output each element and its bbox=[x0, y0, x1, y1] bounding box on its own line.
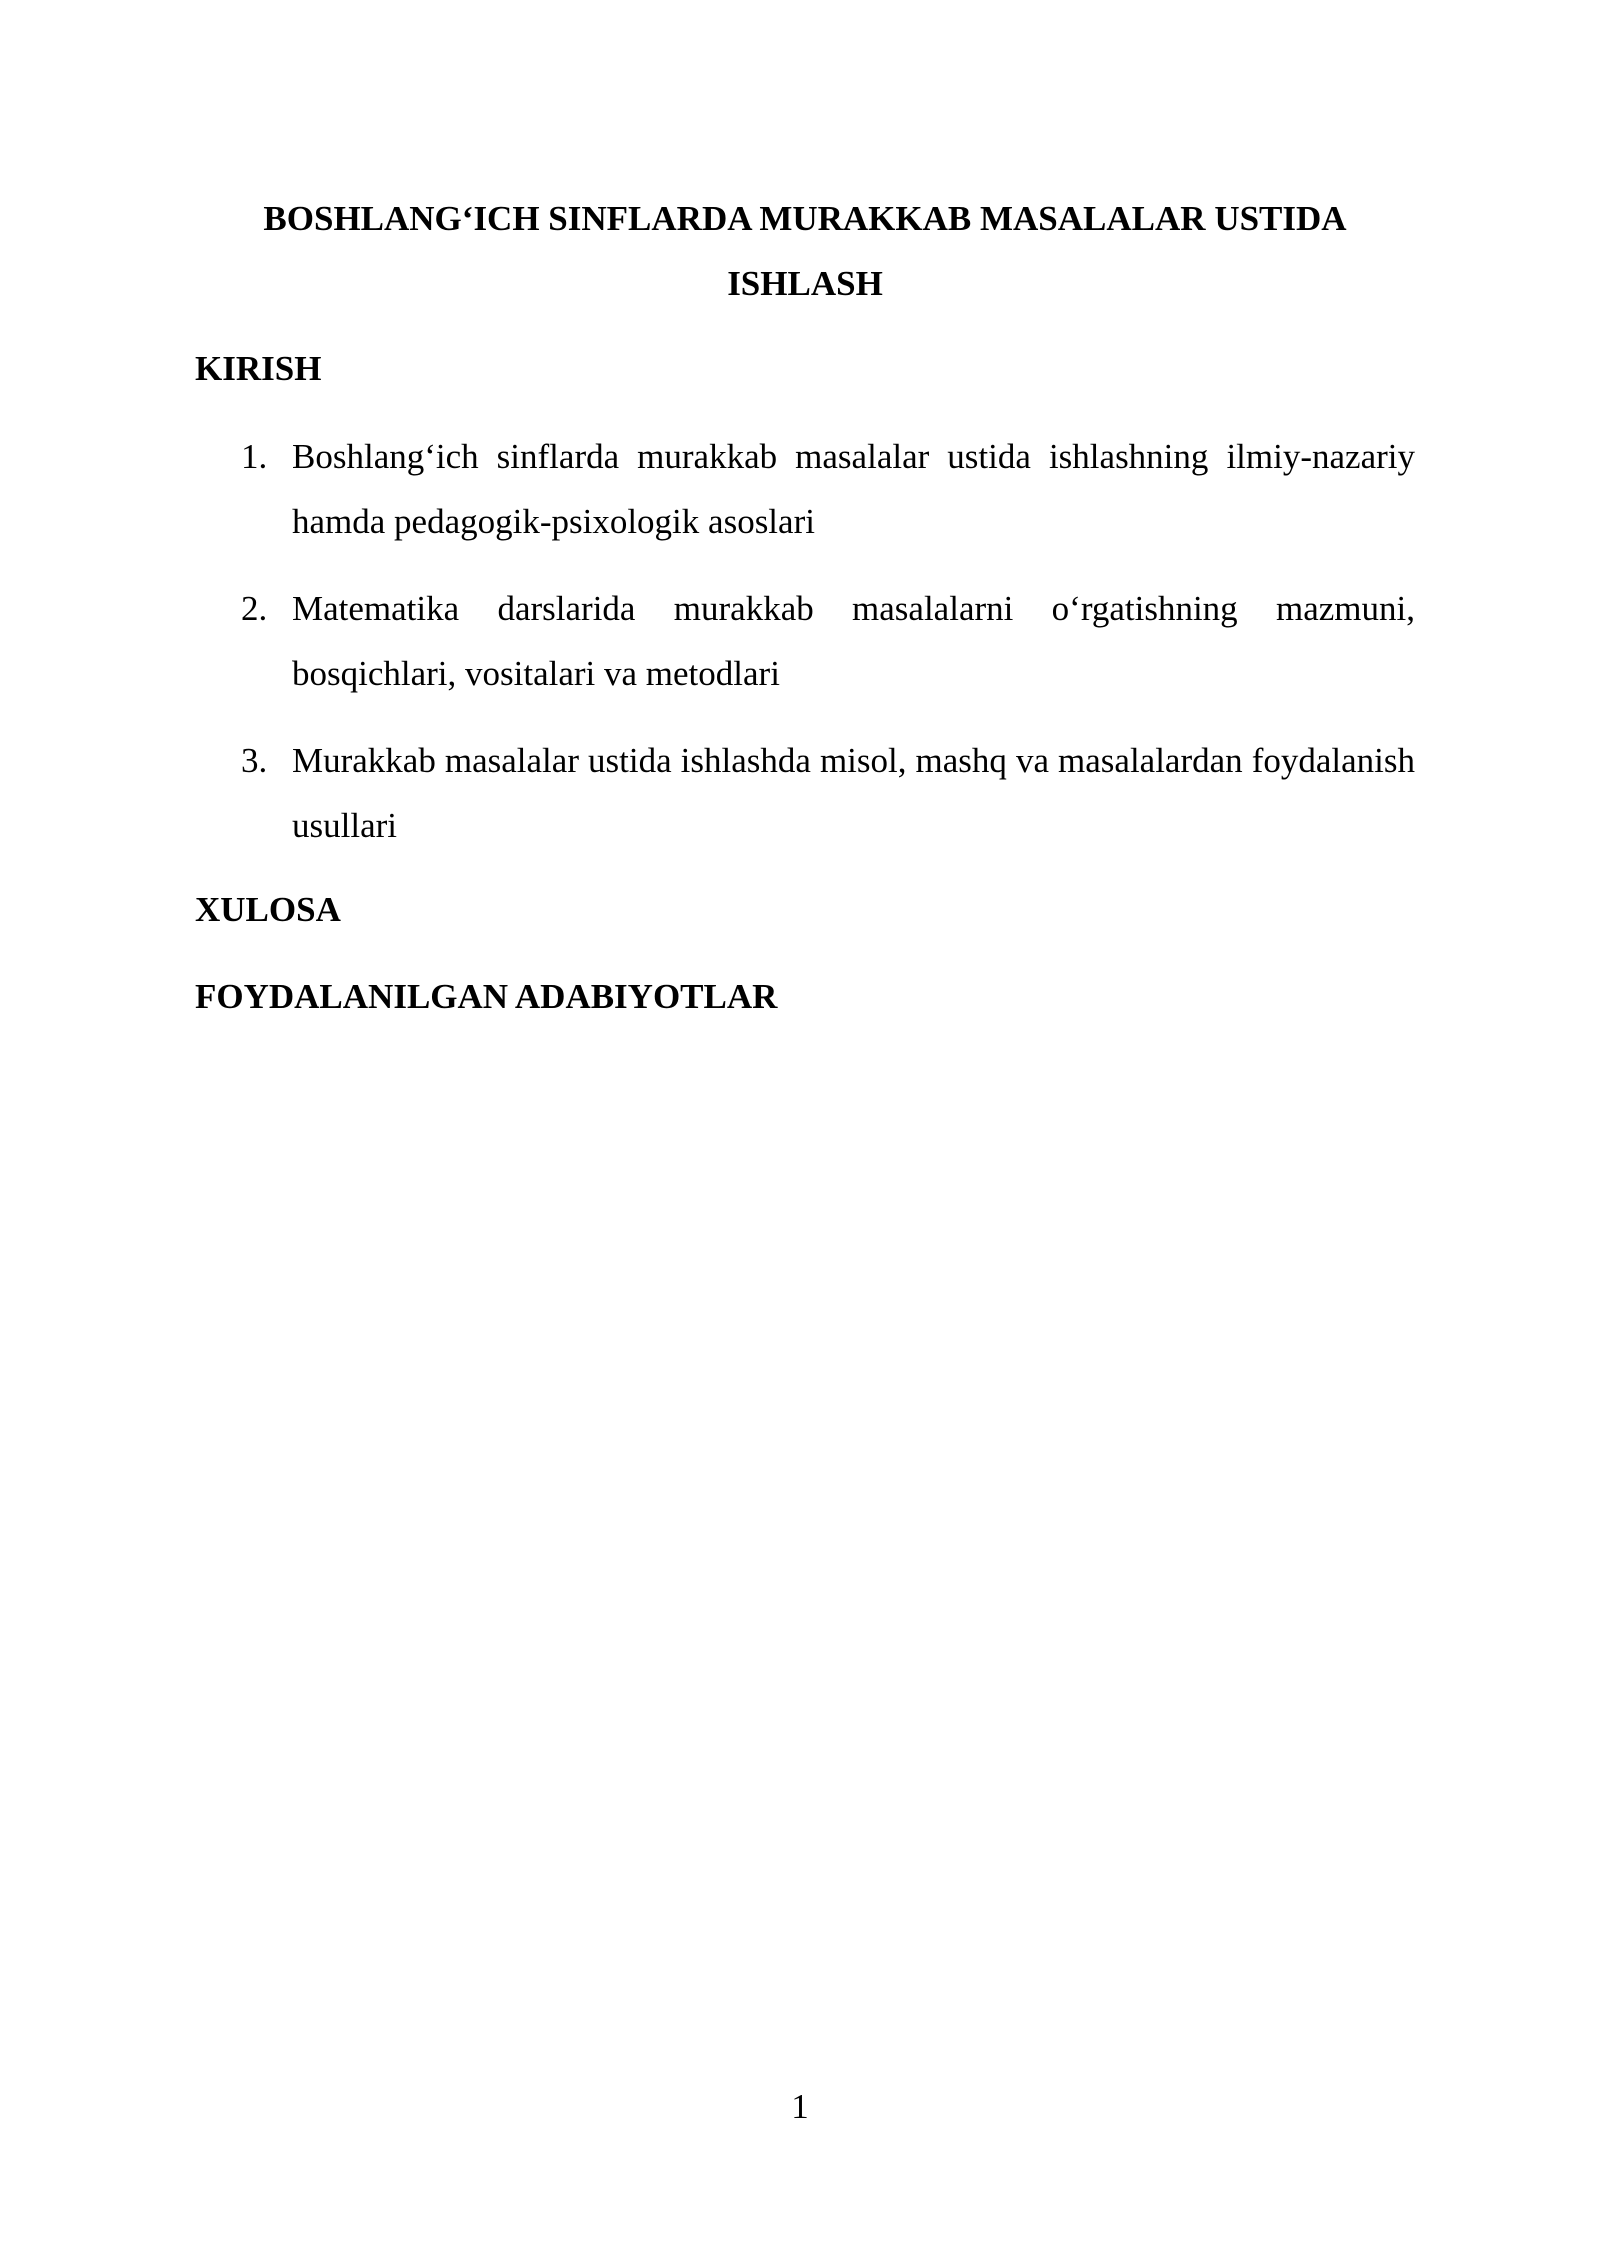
chapter-title: Matematika darslarida murakkab masalalarni o‘rgatishning mazmuni, bosqichlari, vositalari va metodlari bbox=[292, 589, 1415, 693]
page-number: 1 bbox=[791, 2087, 809, 2126]
section-heading-references: FOYDALANILGAN ADABIYOTLAR bbox=[195, 977, 778, 1016]
chapter-item bbox=[195, 728, 1415, 858]
chapter-number: 1. bbox=[241, 437, 268, 476]
chapter-number: 3. bbox=[241, 741, 268, 780]
chapter-title: Boshlang‘ich sinflarda murakkab masalalar ustida ishlashning ilmiy-nazariy hamda pedagogik-psixologik asoslari bbox=[292, 437, 1415, 541]
chapter-item bbox=[195, 576, 1415, 706]
document-title: BOSHLANG‘ICH SINFLARDA MURAKKAB MASALALAR USTIDA ISHLASH bbox=[263, 199, 1347, 303]
chapter-number: 2. bbox=[241, 589, 268, 628]
section-heading-intro: KIRISH bbox=[195, 349, 322, 388]
section-heading-conclusion: XULOSA bbox=[195, 890, 341, 929]
chapter-title: Murakkab masalalar ustida ishlashda misol, mashq va masalalardan foydalanish usullari bbox=[292, 741, 1415, 845]
chapter-item bbox=[195, 424, 1415, 554]
